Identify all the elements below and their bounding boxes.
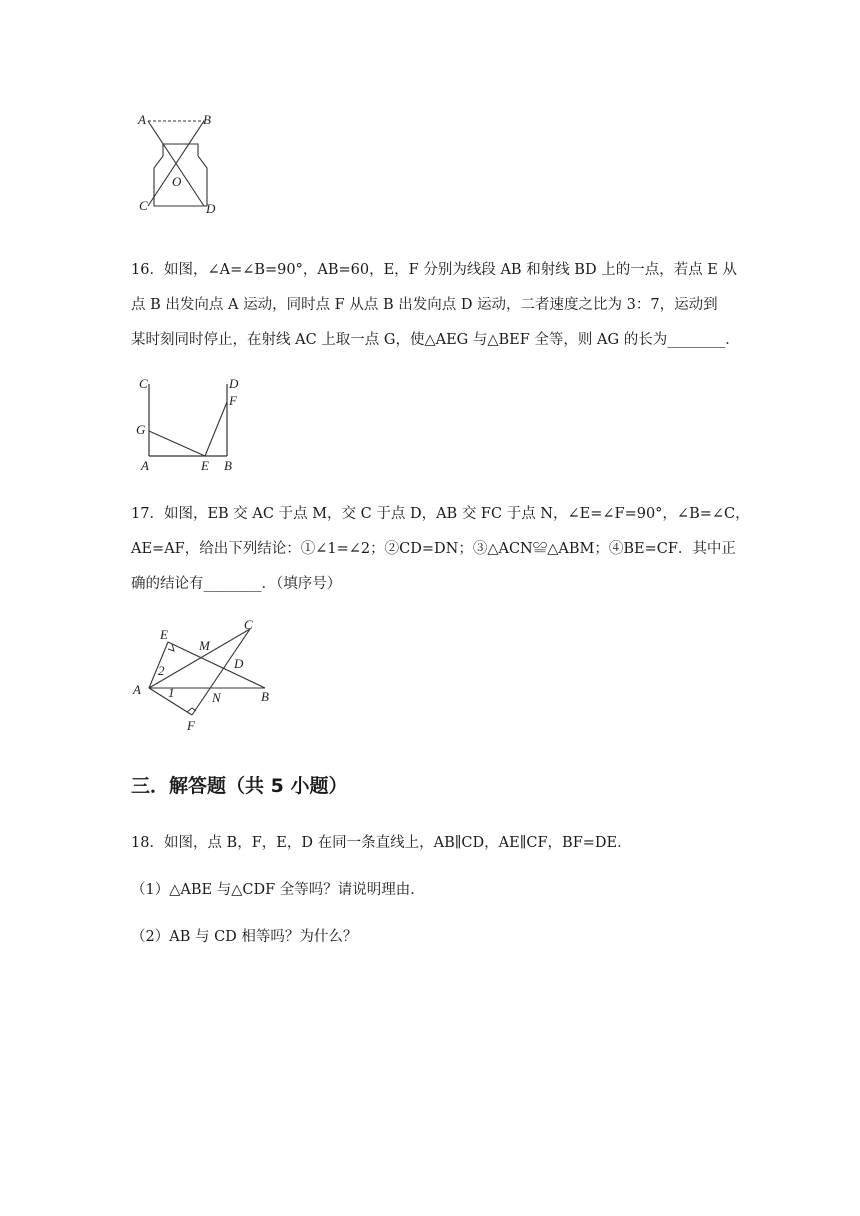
problem-17-line-3: 确的结论有________．（填序号） (131, 576, 342, 592)
figure-bottle-diagram (132, 106, 232, 224)
label-e: E (201, 458, 209, 473)
label-g: G (136, 422, 146, 437)
figure-problem-16 (133, 372, 253, 474)
problem-17-line-1: 17．如图，EB 交 AC 于点 M，交 C 于点 D，AB 交 FC 于点 N，∠E=∠F=90°，∠B=∠C， (131, 506, 750, 522)
label-e: E (160, 627, 168, 642)
problem-18-statement: 18．如图，点 B，F，E，D 在同一条直线上，AB∥CD，AE∥CF，BF=DE． (131, 835, 632, 851)
section-3-heading: 三．解答题（共 5 小题） (131, 775, 348, 797)
problem-17-line-2: AE=AF，给出下列结论：①∠1=∠2；②CD=DN；③△ACN≌△ABM；④BE=CF．其中正 (131, 541, 736, 557)
label-angle-2: 2 (158, 663, 165, 678)
label-d: D (234, 656, 244, 671)
label-c: C (139, 376, 148, 391)
label-c: C (139, 198, 148, 213)
label-f: F (229, 393, 237, 408)
problem-16-line-1: 16．如图，∠A=∠B=90°，AB=60，E，F 分别为线段 AB 和射线 BD 上的一点，若点 E 从 (131, 262, 738, 278)
label-b: B (261, 689, 269, 704)
label-o: O (172, 174, 182, 189)
label-c: C (244, 617, 253, 632)
label-n: N (212, 690, 221, 705)
label-a: A (141, 458, 149, 473)
label-m: M (199, 638, 210, 653)
problem-17-text (131, 497, 750, 602)
label-f: F (187, 718, 195, 733)
problem-16-line-2: 点 B 出发向点 A 运动，同时点 F 从点 B 出发向点 D 运动，二者速度之比为 3：7，运动到 (131, 297, 718, 313)
label-b: B (224, 458, 232, 473)
label-angle-1: 1 (168, 685, 175, 700)
problem-16-text (131, 253, 740, 358)
problem-16-line-3: 某时刻同时停止，在射线 AC 上取一点 G，使△AEG 与△BEF 全等，则 AG 的长为________． (131, 332, 740, 348)
problem-18-part-1: （1）△ABE 与△CDF 全等吗？请说明理由． (131, 882, 425, 898)
figure-problem-17 (130, 617, 290, 737)
label-b: B (203, 112, 211, 127)
label-d: D (229, 376, 239, 391)
label-a: A (138, 112, 146, 127)
problem-18-part-2: （2）AB 与 CD 相等吗？为什么？ (131, 929, 358, 945)
label-d: D (206, 201, 216, 216)
label-a: A (133, 682, 141, 697)
